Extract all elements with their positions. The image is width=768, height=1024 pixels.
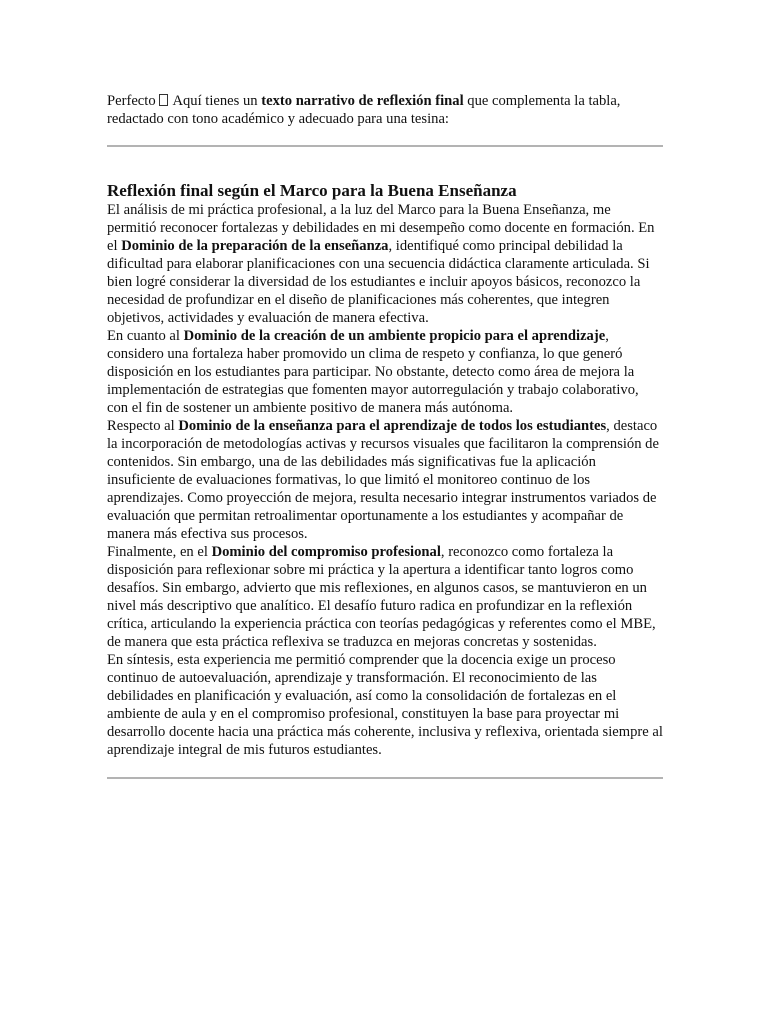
p3-bold: Dominio de la enseñanza para el aprendizaje de todos los estudiantes: [178, 418, 607, 434]
p3-text-a: Respecto al: [107, 418, 179, 434]
paragraph-3: [107, 417, 663, 543]
p1-text-a: El análisis de mi práctica profesional, a la luz del Marco para la Buena Enseñanza, me permitió reconocer fortalezas y debilidades en mi desempeño como docente en formación. En el: [107, 202, 655, 254]
paragraph-1: [107, 201, 663, 327]
paragraph-4: [107, 543, 663, 651]
p4-text-a: Finalmente, en el: [107, 544, 212, 560]
document-page: [107, 92, 663, 779]
p2-text-a: En cuanto al: [107, 328, 184, 344]
p2-text-b: , considero una fortaleza haber promovido un clima de respeto y confianza, lo que generó disposición en los estudiantes para participar. No obstante, detecto como área de mejora la implementación de estrategias que fomenten mayor autorregulación y trabajo colaborativo, con el fin de sostener un ambiente positivo de manera más autónoma.: [107, 328, 639, 416]
intro-text-3: que complementa la tabla, redactado con tono académico y adecuado para una tesina:: [107, 93, 621, 127]
missing-glyph-icon: [159, 94, 168, 106]
p1-text-b: , identifiqué como principal debilidad la dificultad para elaborar planificaciones con una secuencia didáctica claramente articulada. Si bien logré considerar la diversidad de los estudiantes e incluir apoyos básicos, reconozco la necesidad de profundizar en el diseño de planificaciones más coherentes, que integren objetivos, actividades y evaluación de manera efectiva.: [107, 238, 650, 326]
p4-text-b: , reconozco como fortaleza la disposición para reflexionar sobre mi práctica y la apertura a identificar tanto logros como desafíos. Sin embargo, advierto que mis reflexiones, en algunos casos, se mantuvieron en un nivel más descriptivo que analítico. El desafío futuro radica en profundizar en la reflexión crítica, articulando la experiencia práctica con teorías pedagógicas y referentes como el MBE, de manera que esta práctica reflexiva se traduzca en mejoras concretas y sostenidas.: [107, 544, 656, 650]
intro-paragraph: [107, 92, 663, 128]
p4-bold: Dominio del compromiso profesional: [211, 544, 441, 560]
intro-text-2: Aquí tienes un: [169, 93, 262, 109]
intro-text-1: Perfecto: [107, 93, 156, 109]
p5-text-a: En síntesis, esta experiencia me permitió comprender que la docencia exige un proceso continuo de autoevaluación, aprendizaje y transformación. El reconocimiento de las debilidades en planificación y evaluación, así como la consolidación de fortalezas en el ambiente de aula y en el compromiso profesional, constituyen la base para proyectar mi desarrollo docente hacia una práctica más coherente, inclusiva y reflexiva, orientada siempre al aprendizaje integral de mis futuros estudiantes.: [107, 652, 663, 758]
paragraph-5: [107, 651, 663, 759]
bottom-divider: [107, 777, 663, 779]
paragraph-2: [107, 327, 663, 417]
p3-text-b: , destaco la incorporación de metodologías activas y recursos visuales que facilitaron la comprensión de contenidos. Sin embargo, una de las debilidades más significativas fue la aplicación insuficiente de evaluaciones formativas, lo que limitó el monitoreo continuo de los aprendizajes. Como proyección de mejora, resulta necesario integrar instrumentos variados de evaluación que permitan retroalimentar oportunamente a los estudiantes y acompañar de manera más efectiva sus procesos.: [107, 418, 659, 542]
section-heading: Reflexión final según el Marco para la Buena Enseñanza: [107, 181, 517, 200]
top-divider: [107, 145, 663, 147]
p2-bold: Dominio de la creación de un ambiente propicio para el aprendizaje: [183, 328, 606, 344]
intro-bold: texto narrativo de reflexión final: [261, 93, 464, 109]
p1-bold: Dominio de la preparación de la enseñanza: [121, 238, 389, 254]
